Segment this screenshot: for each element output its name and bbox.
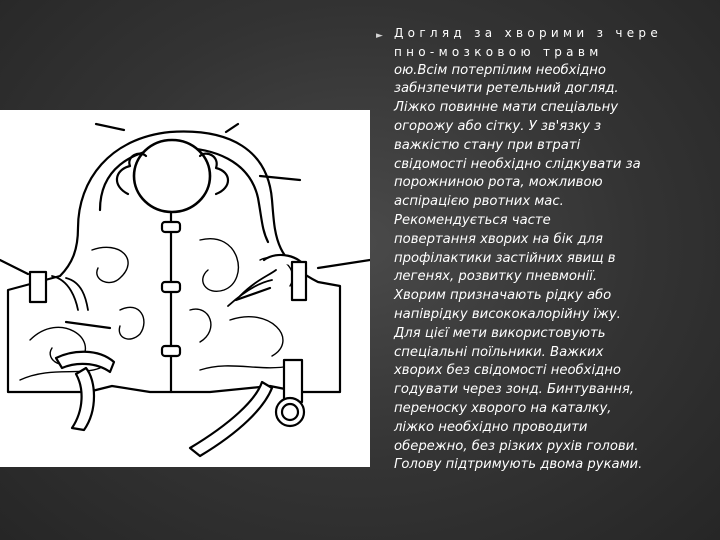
text-line: повертання хворих на бік для: [394, 231, 603, 247]
slide-body-text: [394, 24, 694, 475]
text-line: забнзпечити ретельний догляд.: [394, 81, 619, 97]
text-line: Рекомендується часте: [394, 212, 551, 228]
text-line: профілактики застійних явищ в: [394, 250, 616, 266]
text-line: Для цієї мети використовують: [394, 325, 606, 341]
text-line: ою.Всім потерпілим необхідно: [394, 62, 606, 78]
text-line: аспірацією рвотних мас.: [394, 194, 564, 210]
text-line: легенях, розвитку пневмонії.: [394, 269, 598, 285]
text-line: напіврідку висококалорійну їжу.: [394, 306, 621, 322]
text-line: хворих без свідомості необхідно: [394, 363, 621, 379]
text-line: Догляд за хворими з чере: [394, 26, 663, 40]
text-line: важкістю стану при втраті: [394, 137, 581, 153]
text-line: пно-мозковою травм: [394, 44, 603, 59]
text-line: ліжко необхідно проводити: [394, 419, 588, 435]
text-line: Хворим призначають рідку або: [394, 288, 612, 304]
text-line: огорожу або сітку. У зв'язку з: [394, 118, 602, 134]
text-line: порожниною рота, можливою: [394, 175, 603, 191]
text-line: свідомості необхідно слідкувати за: [394, 156, 641, 172]
text-line: Ліжко повинне мати спеціальну: [394, 100, 619, 116]
text-line: переноску хворого на каталку,: [394, 400, 612, 416]
text-line: спеціальні поїльники. Важких: [394, 344, 604, 360]
bullet-icon: ►: [376, 31, 383, 41]
text-line: Голову підтримують двома руками.: [394, 457, 643, 473]
text-line: годувати через зонд. Бинтування,: [394, 382, 634, 398]
illustration-immobilization-vest: [0, 110, 370, 467]
text-line: обережно, без різких рухів голови.: [394, 438, 639, 454]
vest-drawing: [0, 110, 370, 467]
